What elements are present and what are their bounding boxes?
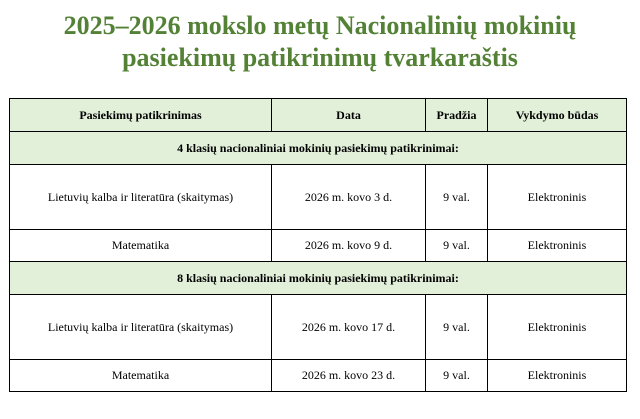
header-date: Data — [272, 99, 426, 132]
cell-start: 9 val. — [426, 165, 488, 230]
section-heading-row — [10, 262, 627, 295]
page-title-line-2: pasiekimų patikrinimų tvarkaraštis — [122, 43, 518, 72]
section-heading: 4 klasių nacionaliniai mokinių pasiekimų patikrinimai: — [10, 132, 627, 165]
cell-date: 2026 m. kovo 3 d. — [272, 165, 426, 230]
section-heading-row — [10, 132, 627, 165]
cell-date: 2026 m. kovo 23 d. — [272, 360, 426, 392]
cell-date: 2026 m. kovo 9 d. — [272, 230, 426, 262]
cell-mode: Elektroninis — [488, 295, 627, 360]
cell-start: 9 val. — [426, 360, 488, 392]
section-heading: 8 klasių nacionaliniai mokinių pasiekimų patikrinimai: — [10, 262, 627, 295]
cell-subject: Lietuvių kalba ir literatūra (skaitymas) — [10, 165, 272, 230]
page-title — [0, 0, 640, 74]
header-subject: Pasiekimų patikrinimas — [10, 99, 272, 132]
cell-subject: Lietuvių kalba ir literatūra (skaitymas) — [10, 295, 272, 360]
cell-date: 2026 m. kovo 17 d. — [272, 295, 426, 360]
table-row — [10, 295, 627, 360]
table-row — [10, 230, 627, 262]
cell-mode: Elektroninis — [488, 360, 627, 392]
schedule-table — [9, 98, 627, 392]
page-title-line-1: 2025–2026 mokslo metų Nacionalinių mokinių — [63, 11, 577, 40]
cell-mode: Elektroninis — [488, 230, 627, 262]
cell-mode: Elektroninis — [488, 165, 627, 230]
table-row — [10, 165, 627, 230]
header-start: Pradžia — [426, 99, 488, 132]
cell-subject: Matematika — [10, 230, 272, 262]
table-header-row — [10, 99, 627, 132]
cell-subject: Matematika — [10, 360, 272, 392]
cell-start: 9 val. — [426, 295, 488, 360]
header-mode: Vykdymo būdas — [488, 99, 627, 132]
table-row — [10, 360, 627, 392]
cell-start: 9 val. — [426, 230, 488, 262]
